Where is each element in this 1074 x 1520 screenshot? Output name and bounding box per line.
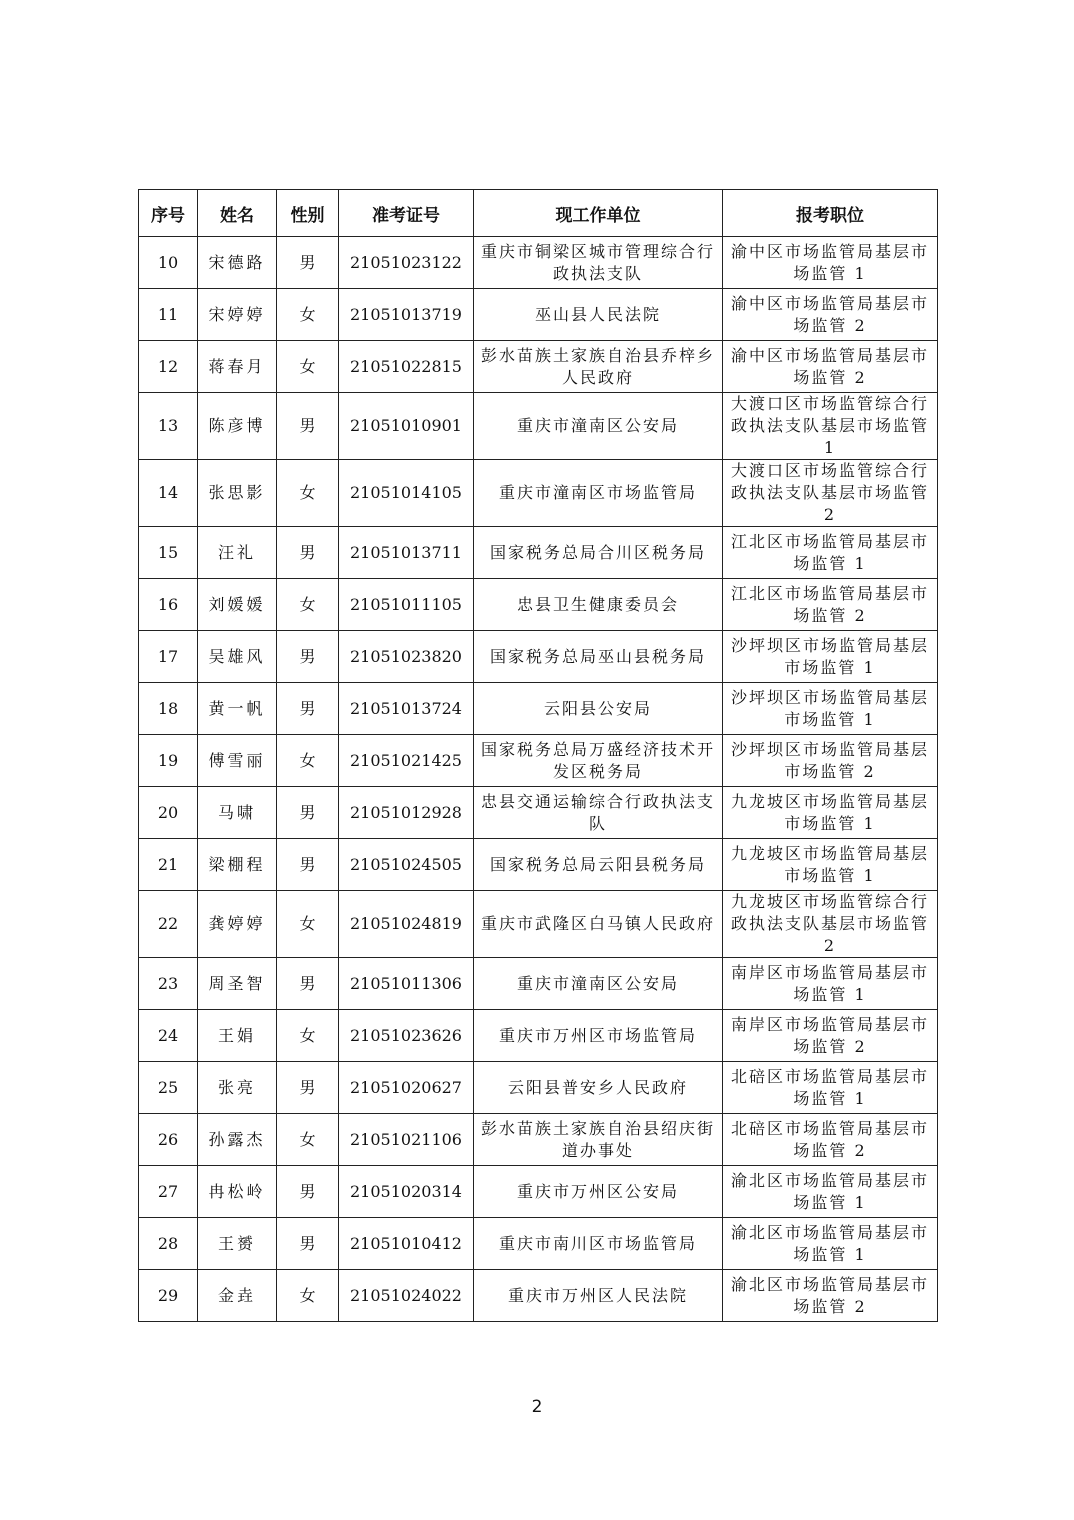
cell-position: 渝中区市场监管局基层市场监管 1 [723,237,938,289]
cell-position: 南岸区市场监管局基层市场监管 2 [723,1010,938,1062]
cell-gender: 男 [277,631,339,683]
cell-name: 冉松岭 [198,1166,277,1218]
cell-gender: 女 [277,891,339,958]
cell-exam-id: 21051024505 [339,839,474,891]
cell-serial: 24 [139,1010,198,1062]
cell-work-unit: 重庆市南川区市场监管局 [474,1218,723,1270]
cell-exam-id: 21051024819 [339,891,474,958]
cell-exam-id: 21051013724 [339,683,474,735]
cell-work-unit: 重庆市潼南区市场监管局 [474,460,723,527]
cell-exam-id: 21051011105 [339,579,474,631]
cell-exam-id: 21051011306 [339,958,474,1010]
cell-gender: 男 [277,527,339,579]
cell-work-unit: 彭水苗族土家族自治县乔梓乡人民政府 [474,341,723,393]
cell-position: 江北区市场监管局基层市场监管 1 [723,527,938,579]
cell-gender: 男 [277,958,339,1010]
cell-name: 张亮 [198,1062,277,1114]
cell-work-unit: 重庆市万州区人民法院 [474,1270,723,1322]
cell-name: 宋婷婷 [198,289,277,341]
cell-exam-id: 21051014105 [339,460,474,527]
cell-name: 黄一帆 [198,683,277,735]
cell-serial: 25 [139,1062,198,1114]
cell-serial: 18 [139,683,198,735]
cell-position: 北碚区市场监管局基层市场监管 2 [723,1114,938,1166]
cell-serial: 17 [139,631,198,683]
header-name: 姓名 [198,190,277,237]
cell-exam-id: 21051021425 [339,735,474,787]
cell-name: 王娟 [198,1010,277,1062]
cell-gender: 男 [277,787,339,839]
cell-work-unit: 国家税务总局合川区税务局 [474,527,723,579]
cell-gender: 女 [277,1270,339,1322]
cell-exam-id: 21051010412 [339,1218,474,1270]
cell-work-unit: 云阳县公安局 [474,683,723,735]
cell-exam-id: 21051021106 [339,1114,474,1166]
table-row [139,460,938,527]
cell-work-unit: 国家税务总局万盛经济技术开发区税务局 [474,735,723,787]
cell-position: 南岸区市场监管局基层市场监管 1 [723,958,938,1010]
cell-position: 沙坪坝区市场监管局基层市场监管 1 [723,631,938,683]
cell-gender: 女 [277,341,339,393]
cell-position: 沙坪坝区市场监管局基层市场监管 1 [723,683,938,735]
header-exam-id: 准考证号 [339,190,474,237]
table-header-row [139,190,938,237]
table-row [139,393,938,460]
table-row [139,631,938,683]
cell-serial: 27 [139,1166,198,1218]
cell-serial: 19 [139,735,198,787]
cell-position: 大渡口区市场监管综合行政执法支队基层市场监管 2 [723,460,938,527]
cell-position: 大渡口区市场监管综合行政执法支队基层市场监管 1 [723,393,938,460]
cell-exam-id: 21051013711 [339,527,474,579]
cell-name: 蒋春月 [198,341,277,393]
cell-position: 渝北区市场监管局基层市场监管 1 [723,1218,938,1270]
cell-gender: 女 [277,1114,339,1166]
table-row [139,891,938,958]
cell-work-unit: 彭水苗族土家族自治县绍庆街道办事处 [474,1114,723,1166]
cell-position: 九龙坡区市场监管综合行政执法支队基层市场监管 2 [723,891,938,958]
table-row [139,341,938,393]
cell-work-unit: 国家税务总局云阳县税务局 [474,839,723,891]
cell-position: 北碚区市场监管局基层市场监管 1 [723,1062,938,1114]
cell-gender: 女 [277,1010,339,1062]
table-row [139,579,938,631]
cell-name: 吴雄风 [198,631,277,683]
header-serial: 序号 [139,190,198,237]
cell-name: 马啸 [198,787,277,839]
cell-serial: 26 [139,1114,198,1166]
table-row [139,1270,938,1322]
cell-serial: 14 [139,460,198,527]
table-row [139,237,938,289]
cell-name: 孙露杰 [198,1114,277,1166]
cell-position: 九龙坡区市场监管局基层市场监管 1 [723,839,938,891]
table-row [139,1114,938,1166]
cell-work-unit: 重庆市潼南区公安局 [474,393,723,460]
cell-serial: 20 [139,787,198,839]
cell-position: 九龙坡区市场监管局基层市场监管 1 [723,787,938,839]
cell-exam-id: 21051013719 [339,289,474,341]
table-row [139,1166,938,1218]
table-row [139,527,938,579]
cell-name: 龚婷婷 [198,891,277,958]
table-row [139,1010,938,1062]
cell-name: 宋德路 [198,237,277,289]
cell-name: 傅雪丽 [198,735,277,787]
cell-serial: 15 [139,527,198,579]
cell-name: 周圣智 [198,958,277,1010]
cell-name: 陈彦博 [198,393,277,460]
cell-serial: 16 [139,579,198,631]
cell-name: 汪礼 [198,527,277,579]
cell-gender: 男 [277,1218,339,1270]
cell-name: 张思影 [198,460,277,527]
cell-serial: 10 [139,237,198,289]
header-position: 报考职位 [723,190,938,237]
cell-exam-id: 21051023820 [339,631,474,683]
cell-gender: 女 [277,579,339,631]
cell-serial: 29 [139,1270,198,1322]
table-row [139,735,938,787]
cell-position: 沙坪坝区市场监管局基层市场监管 2 [723,735,938,787]
table-row [139,1062,938,1114]
cell-gender: 男 [277,839,339,891]
cell-gender: 男 [277,1166,339,1218]
cell-exam-id: 21051010901 [339,393,474,460]
table-row [139,289,938,341]
cell-exam-id: 21051020314 [339,1166,474,1218]
cell-name: 金垚 [198,1270,277,1322]
cell-serial: 23 [139,958,198,1010]
cell-work-unit: 重庆市万州区市场监管局 [474,1010,723,1062]
cell-exam-id: 21051020627 [339,1062,474,1114]
cell-gender: 女 [277,735,339,787]
cell-position: 渝北区市场监管局基层市场监管 1 [723,1166,938,1218]
cell-serial: 21 [139,839,198,891]
cell-gender: 男 [277,683,339,735]
cell-serial: 28 [139,1218,198,1270]
cell-serial: 11 [139,289,198,341]
cell-gender: 男 [277,1062,339,1114]
cell-serial: 13 [139,393,198,460]
cell-exam-id: 21051012928 [339,787,474,839]
cell-gender: 女 [277,289,339,341]
table-row [139,787,938,839]
cell-position: 江北区市场监管局基层市场监管 2 [723,579,938,631]
cell-position: 渝中区市场监管局基层市场监管 2 [723,341,938,393]
cell-work-unit: 忠县卫生健康委员会 [474,579,723,631]
cell-exam-id: 21051024022 [339,1270,474,1322]
cell-exam-id: 21051023122 [339,237,474,289]
page-number: 2 [531,1397,543,1417]
cell-gender: 男 [277,237,339,289]
cell-exam-id: 21051023626 [339,1010,474,1062]
cell-name: 梁棚程 [198,839,277,891]
cell-gender: 男 [277,393,339,460]
table-row [139,839,938,891]
header-gender: 性别 [277,190,339,237]
cell-position: 渝中区市场监管局基层市场监管 2 [723,289,938,341]
cell-exam-id: 21051022815 [339,341,474,393]
cell-work-unit: 巫山县人民法院 [474,289,723,341]
cell-work-unit: 国家税务总局巫山县税务局 [474,631,723,683]
cell-name: 刘媛媛 [198,579,277,631]
cell-name: 王赟 [198,1218,277,1270]
table-row [139,1218,938,1270]
cell-work-unit: 忠县交通运输综合行政执法支队 [474,787,723,839]
cell-work-unit: 云阳县普安乡人民政府 [474,1062,723,1114]
cell-work-unit: 重庆市潼南区公安局 [474,958,723,1010]
candidate-table [138,189,938,1322]
cell-gender: 女 [277,460,339,527]
cell-position: 渝北区市场监管局基层市场监管 2 [723,1270,938,1322]
table-row [139,958,938,1010]
cell-work-unit: 重庆市万州区公安局 [474,1166,723,1218]
header-work-unit: 现工作单位 [474,190,723,237]
cell-work-unit: 重庆市武隆区白马镇人民政府 [474,891,723,958]
cell-serial: 22 [139,891,198,958]
cell-work-unit: 重庆市铜梁区城市管理综合行政执法支队 [474,237,723,289]
cell-serial: 12 [139,341,198,393]
table-row [139,683,938,735]
